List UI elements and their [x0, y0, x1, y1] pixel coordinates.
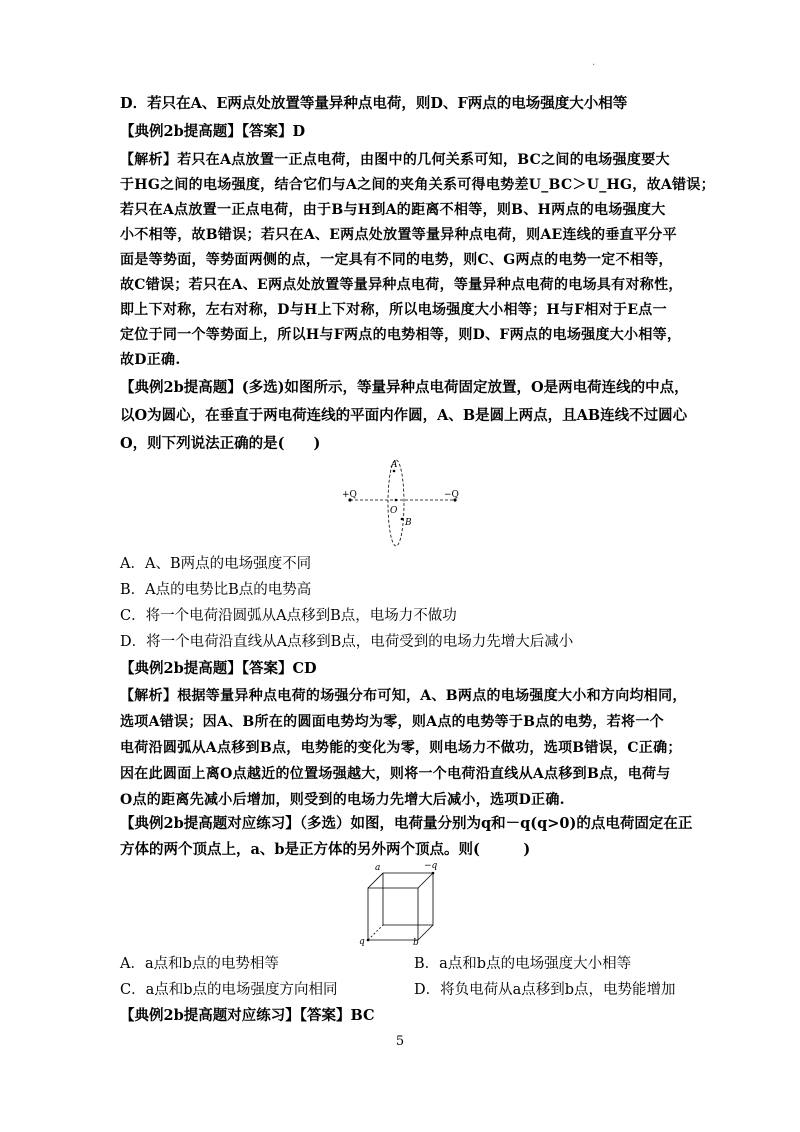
label-a: A — [391, 460, 398, 470]
solution-line: 故D正确. — [120, 352, 181, 368]
option-a: A．A、B两点的电场强度不同 — [120, 556, 312, 572]
solution-line: 因在此圆面上离O点越近的位置场强越大，则将一个电荷沿直线从A点移到B点，电荷与 — [120, 766, 671, 782]
cube-hidden-edge — [368, 925, 383, 940]
solution-line: 面是等势面，等势面两侧的点，一定具有不同的电势，则C、G两点的电势一定不相等， — [120, 252, 673, 268]
solution-line: 定位于同一个等势面上，所以H与F两点的电势相等，则D、F两点的电场强度大小相等， — [120, 327, 682, 343]
page-number: 5 — [395, 1034, 405, 1049]
label-b: b — [413, 938, 419, 946]
cube-edge — [368, 873, 383, 888]
solution-line: 若只在A点放置一正点电荷，由于B与H到A的距离不相等，则B、H两点的电场强度大 — [120, 202, 666, 218]
point-a — [393, 470, 396, 473]
vertex-q — [367, 939, 370, 942]
question-text: 以O为圆心，在垂直于两电荷连线的平面内作圆，A、B是圆上两点，且AB连线不过圆心 — [120, 407, 688, 424]
solution-line: 【解析】若只在A点放置一正点电荷，由图中的几何关系可知，BC之间的电场强度要大 — [120, 152, 670, 168]
plus-q-label: +Q — [342, 490, 357, 500]
figure-cube — [355, 858, 445, 946]
option-c: C．将一个电荷沿圆弧从A点移到B点，电场力不做功 — [120, 608, 457, 624]
question-text: 【典例2b提高题】(多选)如图所示，等量异种点电荷固定放置，O是两电荷连线的中点， — [120, 379, 689, 396]
answer-heading-1: 【典例2b提高题】【答案】D — [120, 123, 306, 140]
option-d: D．将一个电荷沿直线从A点移到B点，电荷受到的电场力先增大后减小 — [120, 634, 574, 650]
answer-heading-3: 【典例2b提高题对应练习】【答案】BC — [120, 1007, 375, 1024]
question-text: 方体的两个顶点上，a、b是正方体的另外两个顶点。则( ) — [120, 841, 531, 858]
label-b: B — [405, 518, 412, 528]
solution-line: 于HG之间的电场强度，结合它们与A之间的夹角关系可得电势差U_BC＞U_HG，故A错误； — [120, 177, 715, 193]
solution-line: 选项A错误；因A、B所在的圆面电势均为零，则A点的电势等于B点的电势，若将一个 — [120, 714, 664, 730]
point-b — [401, 518, 404, 521]
answer-heading-2: 【典例2b提高题】【答案】CD — [120, 660, 317, 677]
solution-line: 【解析】根据等量异种点电荷的场强分布可知，A、B两点的电场强度大小和方向均相同， — [120, 688, 687, 704]
solution-line: 即上下对称，左右对称，D与H上下对称，所以电场强度大小相等；H与F相对于E点一 — [120, 302, 667, 318]
cube-edge — [418, 873, 433, 888]
circle — [388, 460, 404, 546]
scan-dot: · — [592, 60, 596, 71]
figure-charges-circle — [330, 455, 470, 550]
option-a: A．a点和b点的电势相等 — [120, 956, 279, 972]
cube-front-face — [368, 888, 418, 940]
point-o — [395, 499, 398, 502]
option-d-previous: D．若只在A、E两点处放置等量异种点电荷，则D、F两点的电场强度大小相等 — [120, 95, 628, 112]
label-q: q — [359, 937, 365, 946]
solution-line: 故C错误；若只在A、E两点处放置等量异种点电荷，等量异种点电荷的电场具有对称性， — [120, 277, 683, 293]
option-d: D．将负电荷从a点移到b点，电势能增加 — [414, 982, 676, 998]
cube-edge — [418, 925, 433, 940]
option-b: B．a点和b点的电场强度大小相等 — [414, 956, 632, 972]
solution-line: 电荷沿圆弧从A点移到B点，电势能的变化为零，则电场力不做功，选项B错误，C正确； — [120, 740, 682, 756]
vertex-minus-q — [432, 872, 435, 875]
option-c: C．a点和b点的电场强度方向相同 — [120, 982, 338, 998]
option-b: B．A点的电势比B点的电势高 — [120, 582, 312, 598]
question-text: 【典例2b提高题对应练习】（多选）如图，电荷量分别为q和－q(q>0)的点电荷固定在正 — [120, 815, 693, 832]
label-minus-q: −q — [424, 861, 438, 871]
label-a: a — [375, 863, 381, 873]
question-text: O，则下列说法正确的是( ) — [120, 435, 321, 452]
minus-q-label: −Q — [444, 490, 459, 500]
label-o: O — [390, 506, 398, 516]
solution-line: 小不相等，故B错误；若只在A、E两点处放置等量异种点电荷，则AE连线的垂直平分平 — [120, 227, 677, 243]
solution-line: O点的距离先减小后增加，则受到的电场力先增大后减小，选项D正确. — [120, 792, 565, 808]
